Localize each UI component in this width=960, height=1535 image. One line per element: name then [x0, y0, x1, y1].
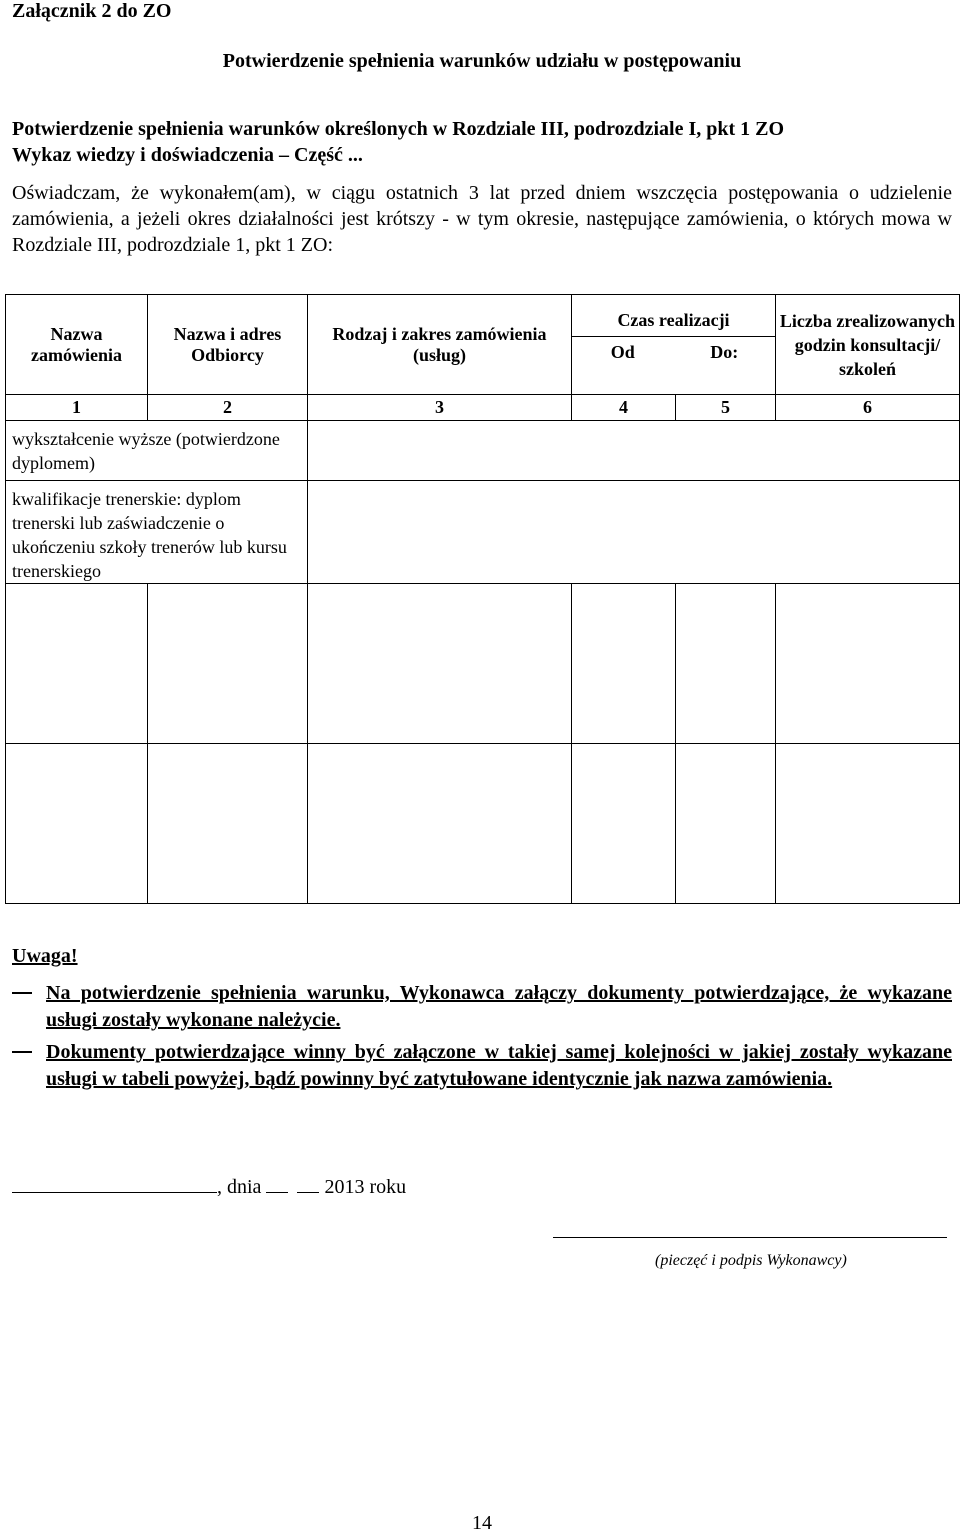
table-cell[interactable]: [776, 744, 960, 904]
table-cell[interactable]: [676, 744, 776, 904]
column-number: 2: [148, 395, 308, 421]
row-education-value[interactable]: [308, 421, 960, 481]
table-cell[interactable]: [776, 584, 960, 744]
table-cell[interactable]: [148, 584, 308, 744]
conditions-heading: [12, 116, 952, 168]
table-cell[interactable]: [6, 744, 148, 904]
note-text-2: Dokumenty potwierdzające winny być załączone w takiej samej kolejności w jakiej zostały wykazane usługi w tabeli powyżej, bądź powinny być zatytułowane identycznie jak nazwa zamówienia.: [46, 1041, 952, 1090]
header-time: [572, 295, 776, 395]
table-cell[interactable]: [572, 584, 676, 744]
document-title: Potwierdzenie spełnienia warunków udziału w postępowaniu: [222, 50, 742, 72]
date-separator: , dnia: [217, 1176, 262, 1198]
column-number: 6: [776, 395, 960, 421]
column-number: 4: [572, 395, 676, 421]
notes-title: Uwaga!: [12, 945, 78, 967]
experience-table: [5, 294, 960, 904]
header-recipient: Nazwa i adres Odbiorcy: [148, 295, 308, 395]
note-text-1: Na potwierdzenie spełnienia warunku, Wykonawca załączy dokumenty potwierdzające, że wykazane usługi zostały wykonane należycie.: [46, 982, 952, 1031]
month-blank[interactable]: [297, 1176, 319, 1193]
table-cell[interactable]: [676, 584, 776, 744]
table-cell[interactable]: [148, 744, 308, 904]
day-blank[interactable]: [266, 1176, 288, 1193]
header-order-name: Nazwa zamówienia: [6, 295, 148, 395]
signature-caption: (pieczęć i podpis Wykonawcy): [655, 1252, 847, 1269]
column-number: 3: [308, 395, 572, 421]
note-item-2: [12, 1039, 952, 1093]
column-number: 1: [6, 395, 148, 421]
row-qualifications-label: kwalifikacje trenerskie: dyplom trenerski lub zaświadczenie o ukończeniu szkoły trenerów lub kursu trenerskiego: [6, 481, 308, 584]
row-qualifications-value[interactable]: [308, 481, 960, 584]
table-cell[interactable]: [572, 744, 676, 904]
table-cell[interactable]: [6, 584, 148, 744]
header-time-group: Czas realizacji: [572, 297, 775, 337]
declaration-paragraph: Oświadczam, że wykonałem(am), w ciągu ostatnich 3 lat przed dniem wszczęcia postępowania o udzielenie zamówienia, a jeżeli okres działalności jest krótszy - w tym okresie, następujące zamówienia, o których mowa w Rozdziale III, podrozdziale 1, pkt 1 ZO:: [12, 182, 952, 256]
header-hours: Liczba zrealizowanych godzin konsultacji/ szkoleń: [776, 295, 960, 395]
place-blank[interactable]: [12, 1176, 217, 1193]
signature-line[interactable]: [553, 1237, 947, 1238]
dash-bullet: [12, 992, 32, 994]
year-text: 2013 roku: [324, 1176, 407, 1198]
header-time-from: Od: [610, 342, 635, 362]
row-education-label: wykształcenie wyższe (potwierdzone dyplomem): [6, 421, 308, 481]
table-cell[interactable]: [308, 584, 572, 744]
column-number: 5: [676, 395, 776, 421]
table-cell[interactable]: [308, 744, 572, 904]
conditions-line-2: Wykaz wiedzy i doświadczenia – Część ...: [12, 144, 363, 166]
annex-label: Załącznik 2 do ZO: [12, 0, 172, 22]
note-item-1: [12, 980, 952, 1034]
conditions-line-1: Potwierdzenie spełnienia warunków określonych w Rozdziale III, podrozdziale I, pkt 1 ZO: [12, 118, 785, 140]
date-line: [12, 1176, 406, 1199]
page-number: 14: [472, 1512, 492, 1534]
header-scope: Rodzaj i zakres zamówienia (usług): [308, 295, 572, 395]
dash-bullet: [12, 1051, 32, 1053]
header-time-to: Do:: [710, 342, 739, 362]
